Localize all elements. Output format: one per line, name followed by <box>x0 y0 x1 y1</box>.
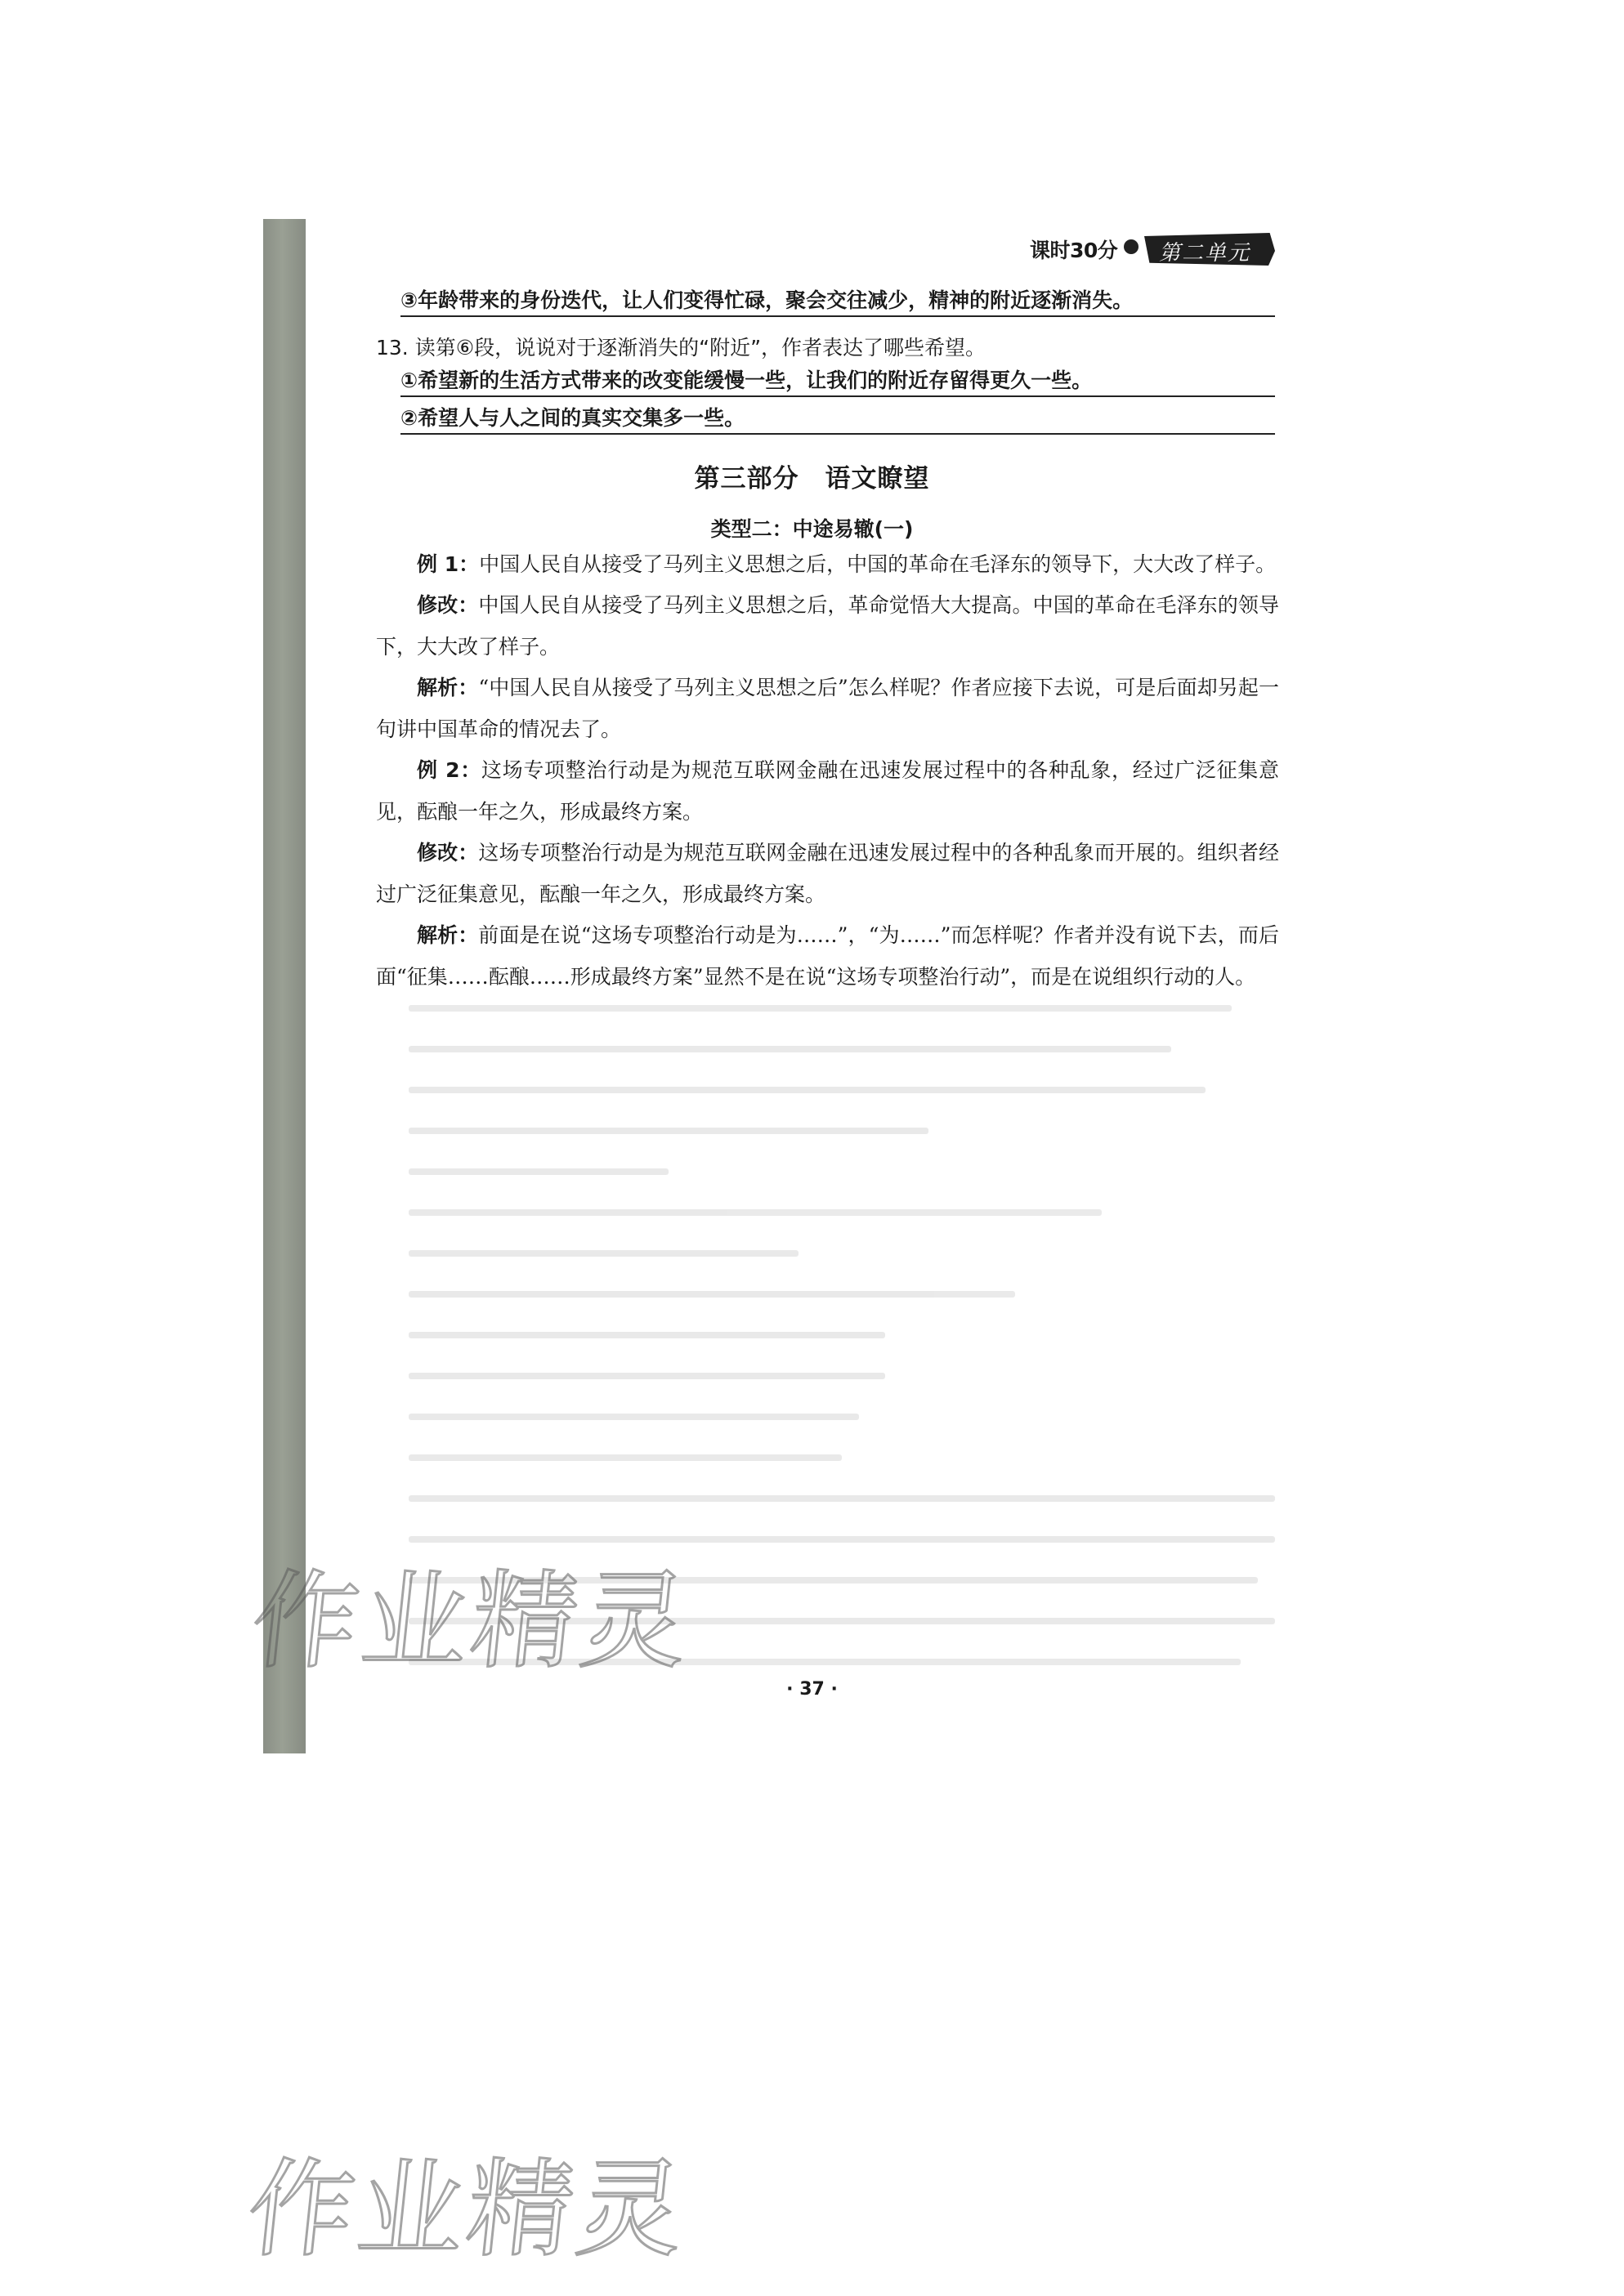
watermark-lower: 作业精灵 <box>241 2147 693 2271</box>
answer-item-3: ③年龄带来的身份迭代，让人们变得忙碌，聚会交往减少，精神的附近逐渐消失。 <box>400 286 1275 317</box>
answer-13-1: ①希望新的生活方式带来的改变能缓慢一些，让我们的附近存留得更久一些。 <box>400 366 1275 397</box>
page-number: · 37 · <box>786 1679 838 1700</box>
scan-edge-band <box>263 219 306 1753</box>
revision-2-text: 这场专项整治行动是为规范互联网金融在迅速发展过程中的各种乱象而开展的。组织者经过广泛征集意见，酝酿一年之久，形成最终方案。 <box>376 841 1279 906</box>
page-header <box>1030 233 1283 274</box>
example-1-label: 例 1： <box>417 552 480 576</box>
analysis-1-text: “中国人民自从接受了马列主义思想之后”怎么样呢？作者应接下去说，可是后面却另起一句讲中国革命的情况去了。 <box>376 676 1279 741</box>
course-label: 课时30分 <box>1030 239 1118 262</box>
unit-label: 第二单元 <box>1159 241 1251 266</box>
section-title: 第三部分 语文瞭望 <box>694 464 930 494</box>
answer-13-2: ②希望人与人之间的真实交集多一些。 <box>400 404 1275 435</box>
revision-1-label: 修改： <box>417 593 479 617</box>
revision-1 <box>376 584 1279 668</box>
example-2-text: 这场专项整治行动是为规范互联网金融在迅速发展过程中的各种乱象，经过广泛征集意见，酝酿一年之久，形成最终方案。 <box>376 758 1279 824</box>
example-1 <box>376 543 1279 585</box>
analysis-2 <box>376 914 1279 998</box>
watermark-upper: 作业精灵 <box>245 1559 697 1683</box>
analysis-1 <box>376 667 1279 750</box>
example-1-text: 中国人民自从接受了马列主义思想之后，中国的革命在毛泽东的领导下，大大改了样子。 <box>479 552 1277 576</box>
dot-icon <box>1124 239 1139 254</box>
example-2 <box>376 749 1279 833</box>
section-subtitle: 类型二：中途易辙(一) <box>710 517 914 541</box>
example-2-label: 例 2： <box>417 758 481 782</box>
question-13: 13. 读第⑥段，说说对于逐渐消失的“附近”，作者表达了哪些希望。 <box>376 336 986 360</box>
revision-2-label: 修改： <box>417 841 479 864</box>
analysis-2-label: 解析： <box>417 923 479 947</box>
analysis-1-label: 解析： <box>417 676 479 699</box>
analysis-2-text: 前面是在说“这场专项整治行动是为……”，“为……”而怎样呢？作者并没有说下去，而后面“征集……酝酿……形成最终方案”显然不是在说“这场专项整治行动”，而是在说组织行动的人。 <box>376 923 1279 989</box>
revision-1-text: 中国人民自从接受了马列主义思想之后，革命觉悟大大提高。中国的革命在毛泽东的领导下，大大改了样子。 <box>376 593 1279 659</box>
revision-2 <box>376 832 1279 915</box>
